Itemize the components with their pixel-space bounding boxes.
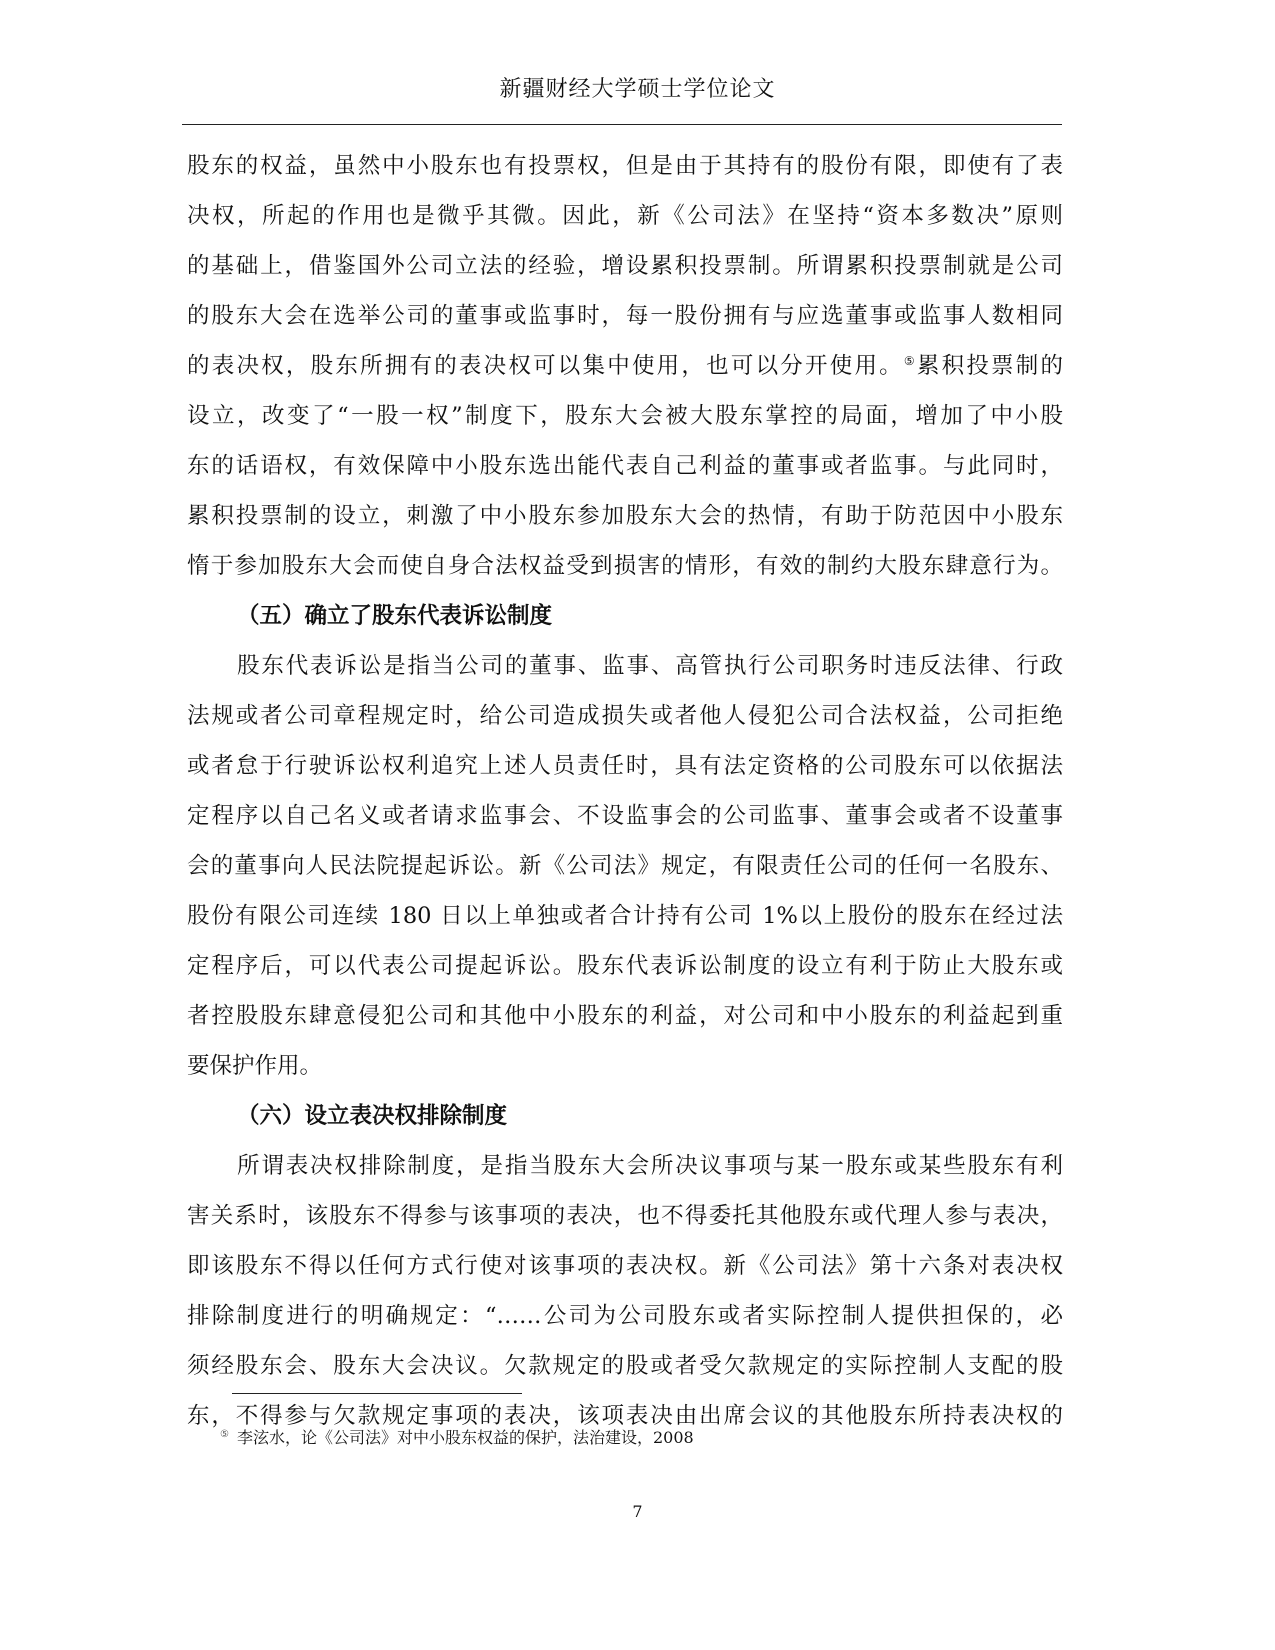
text-line: 须经股东会、股东大会决议。欠款规定的股或者受欠款规定的实际控制人支配的股 (187, 1353, 1063, 1379)
text-line: 东的话语权，有效保障中小股东选出能代表自己利益的董事或者监事。与此同时， (187, 453, 1063, 479)
text-line: 者控股股东肆意侵犯公司和其他中小股东的利益，对公司和中小股东的利益起到重 (187, 1003, 1063, 1029)
paragraph-voting (187, 141, 1063, 591)
text-line: 决权，所起的作用也是微乎其微。因此，新《公司法》在坚持“资本多数决”原则 (187, 203, 1063, 229)
text-line: 东，不得参与欠款规定事项的表决，该项表决由出席会议的其他股东所持表决权的 (187, 1403, 1063, 1429)
text-line: 会的董事向人民法院提起诉讼。新《公司法》规定，有限责任公司的任何一名股东、 (187, 853, 1063, 879)
text-line: 即该股东不得以任何方式行使对该事项的表决权。新《公司法》第十六条对表决权 (187, 1253, 1063, 1279)
text-segment: 的表决权，股东所拥有的表决权可以集中使用，也可以分开使用。 (187, 353, 904, 379)
text-line: 累积投票制的设立，刺激了中小股东参加股东大会的热情，有助于防范因中小股东 (187, 503, 1063, 529)
text-line: 定程序后，可以代表公司提起诉讼。股东代表诉讼制度的设立有利于防止大股东或 (187, 953, 1063, 979)
text-line: 所谓表决权排除制度，是指当股东大会所决议事项与某一股东或某些股东有利 (237, 1153, 1063, 1179)
text-line: 要保护作用。 (187, 1053, 323, 1079)
footnote-text: 李泫水，论《公司法》对中小股东权益的保护，法治建设，2008 (236, 1428, 694, 1447)
paragraph-derivative-suit (187, 641, 1063, 1091)
text-line: 的基础上，借鉴国外公司立法的经验，增设累积投票制。所谓累积投票制就是公司 (187, 253, 1063, 279)
text-line: 害关系时，该股东不得参与该事项的表决，也不得委托其他股东或代理人参与表决， (187, 1203, 1063, 1229)
paragraph-voting-exclusion (187, 1141, 1063, 1441)
text-line: 定程序以自己名义或者请求监事会、不设监事会的公司监事、董事会或者不设董事 (187, 803, 1063, 829)
section-heading: （五）确立了股东代表诉讼制度 (237, 603, 553, 629)
text-line: 的股东大会在选举公司的董事或监事时，每一股份拥有与应选董事或监事人数相同 (187, 303, 1063, 329)
header-divider (182, 124, 1062, 125)
text-line: 或者怠于行驶诉讼权利追究上述人员责任时，具有法定资格的公司股东可以依据法 (187, 753, 1063, 779)
section-heading: （六）设立表决权排除制度 (237, 1103, 508, 1129)
footnote-divider (232, 1393, 522, 1394)
running-header: 新疆财经大学硕士学位论文 (499, 77, 776, 102)
text-segment: 累积投票制的 (916, 353, 1063, 379)
text-line: 股东的权益，虽然中小股东也有投票权，但是由于其持有的股份有限，即使有了表 (187, 153, 1063, 179)
text-line-with-note (187, 341, 1063, 391)
page-number: 7 (632, 1502, 643, 1521)
text-line: 设立，改变了“一股一权”制度下，股东大会被大股东掌控的局面，增加了中小股 (187, 403, 1063, 429)
footnote (220, 1425, 694, 1448)
body-text (187, 141, 1063, 1441)
footnote-reference: ⑤ (903, 354, 917, 368)
text-line: 排除制度进行的明确规定：“……公司为公司股东或者实际控制人提供担保的，必 (187, 1303, 1063, 1329)
text-line: 法规或者公司章程规定时，给公司造成损失或者他人侵犯公司合法权益，公司拒绝 (187, 703, 1063, 729)
text-line: 惰于参加股东大会而使自身合法权益受到损害的情形，有效的制约大股东肆意行为。 (187, 553, 1063, 579)
footnote-marker: ⑤ (220, 1429, 229, 1440)
text-line: 股份有限公司连续 180 日以上单独或者合计持有公司 1%以上股份的股东在经过法 (187, 903, 1063, 929)
text-line: 股东代表诉讼是指当公司的董事、监事、高管执行公司职务时违反法律、行政 (237, 653, 1063, 679)
